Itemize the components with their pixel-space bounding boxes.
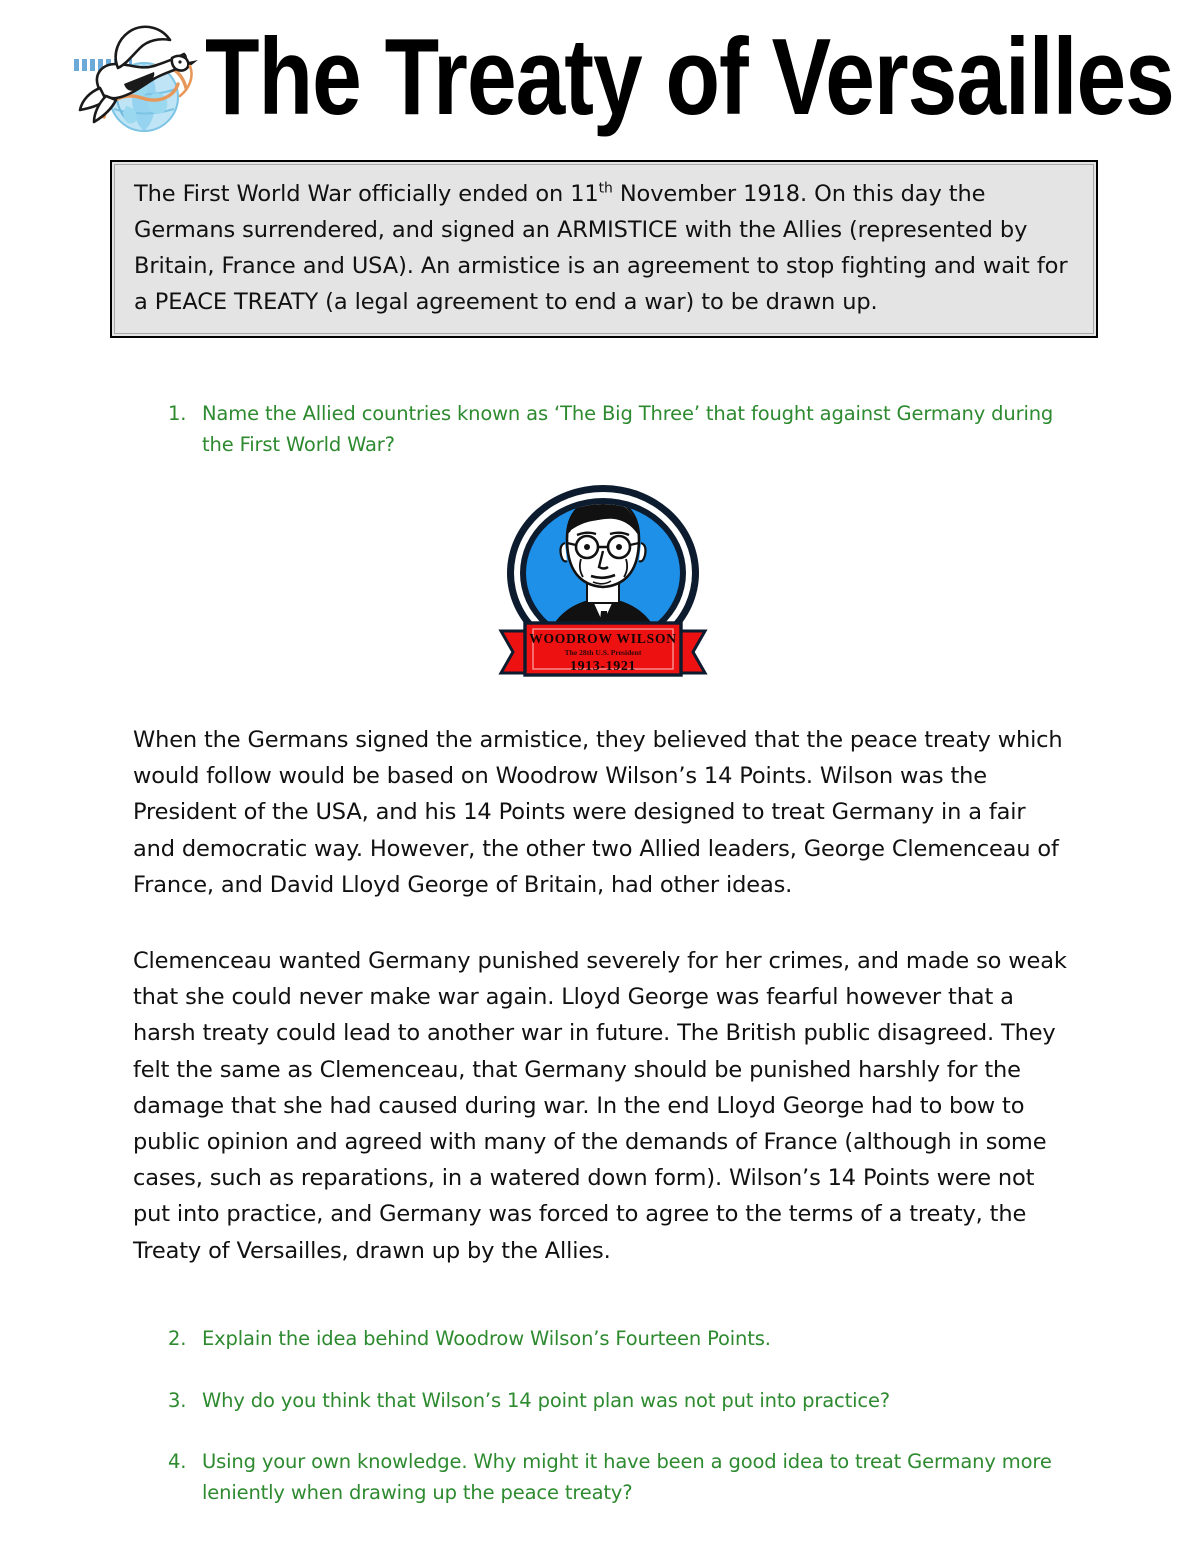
intro-text-before: The First World War officially ended on 11 [134,181,599,207]
question-item-3 [168,1385,1058,1416]
badge-years: 1913-1921 [569,659,637,674]
page-header [0,0,1200,150]
question-text: Why do you think that Wilson’s 14 point plan was not put into practice? [202,1389,890,1412]
question-text: Explain the idea behind Woodrow Wilson’s Fourteen Points. [202,1327,771,1350]
question-item-1 [168,398,1058,460]
woodrow-wilson-portrait-icon [497,481,709,693]
question-number: 2. [168,1327,187,1350]
question-item-2 [168,1323,1058,1354]
question-number: 1. [168,402,187,425]
badge-subtitle: The 28th U.S. President [564,648,642,657]
question-number: 3. [168,1389,187,1412]
page-title: The Treaty of Versailles [205,17,1174,138]
intro-paragraph [134,176,1076,320]
body-paragraph-2: Clemenceau wanted Germany punished severely for her crimes, and made so weak that she could never make war again. Lloyd George was fearful however that a harsh treaty could lead to another war in future. The British public disagreed. They felt the same as Clemenceau, that Germany should be punished harshly for the damage that she had caused during war. In the end Lloyd George had to bow to public opinion and agreed with many of the demands of France (although in some cases, such as reparations, in a watered down form). Wilson’s 14 Points were not put into practice, and Germany was forced to agree to the terms of a treaty, the Treaty of Versailles, drawn up by the Allies. [133,948,1067,1264]
question-text: Using your own knowledge. Why might it have been a good idea to treat Germany more leniently when drawing up the peace treaty? [202,1450,1052,1504]
intro-text-box [110,160,1098,338]
question-item-4 [168,1446,1058,1508]
dove-globe-icon [68,14,208,140]
badge-name: WOODROW WILSON [529,631,677,646]
ordinal-suffix: th [598,180,613,197]
body-paragraph-1: When the Germans signed the armistice, they believed that the peace treaty which would follow would be based on Woodrow Wilson’s 14 Points. Wilson was the President of the USA, and his 14 Points were designed to treat Germany in a fair and democratic way. However, the other two Allied leaders, George Clemenceau of France, and David Lloyd George of Britain, had other ideas. [133,727,1063,898]
question-number: 4. [168,1450,187,1473]
intro-text-after: November 1918. On this day the Germans surrendered, and signed an ARMISTICE with the Allies (represented by Britain, France and USA). An armistice is an agreement to stop fighting and wait for a PEACE TREATY (a legal agreement to end a war) to be drawn up. [134,181,1068,315]
question-text: Name the Allied countries known as ‘The Big Three’ that fought against Germany during the First World War? [202,402,1054,456]
